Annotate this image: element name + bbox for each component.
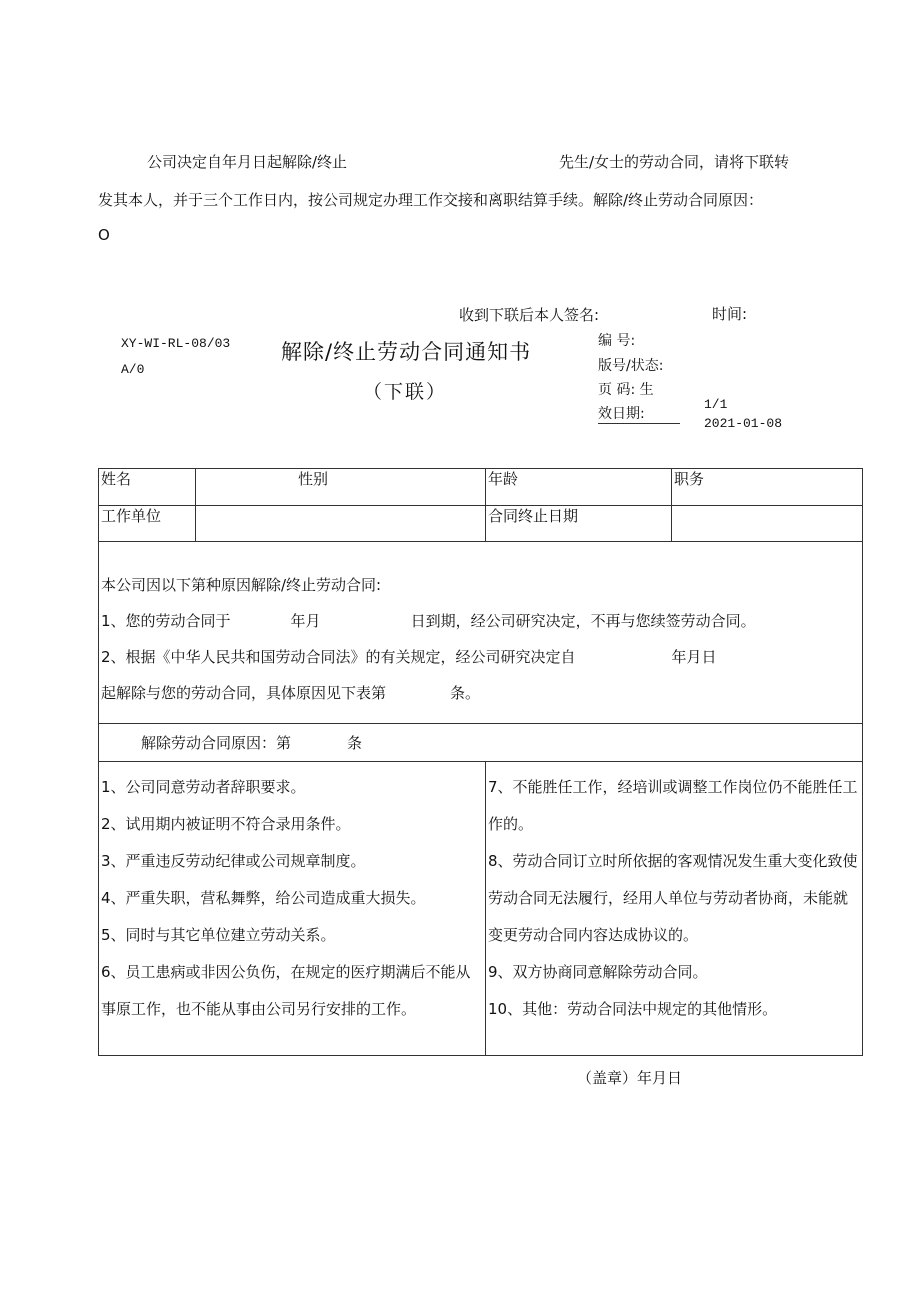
reason-1 — [101, 611, 860, 647]
upper-line3: O — [98, 226, 110, 244]
gender-label: 性别 — [298, 470, 329, 488]
reason-1-b: 年月 — [290, 612, 321, 630]
stamp-date: （盖章）年月日 — [577, 1069, 683, 1087]
list-item: 1、公司同意劳动者辞职要求。 — [101, 778, 306, 796]
list-item: 8、劳动合同订立时所依据的客观情况发生重大变化致使劳动合同无法履行，经用人单位与劳动者协商，未能就变更劳动合同内容达成协议的。 — [488, 852, 858, 944]
time-label: 时间: — [712, 305, 748, 323]
reason-1-c: 日到期，经公司研究决定，不再与您续签劳动合同。 — [410, 612, 756, 630]
reason-2-c: 起解除与您的劳动合同，具体原因见下表第 — [101, 684, 387, 702]
table-row — [99, 724, 863, 762]
notice-form-table — [98, 468, 863, 1056]
list-item: 6、员工患病或非因公负伤，在规定的医疗期满后不能从事原工作，也不能从事由公司另行安排的工作。 — [101, 963, 471, 1018]
reason-intro: 本公司因以下第种原因解除/终止劳动合同: — [101, 576, 382, 594]
table-row — [99, 542, 863, 724]
name-label: 姓名 — [99, 469, 196, 506]
doc-code-2: A/0 — [121, 362, 145, 377]
page-title: 解除/终止劳动合同通知书 — [281, 340, 532, 364]
reason-2-cont — [101, 683, 860, 719]
meta-page-label: 页 码: 生 — [598, 382, 654, 398]
left-cause-list — [99, 762, 486, 1056]
list-item: 3、严重违反劳动纪律或公司规章制度。 — [101, 852, 366, 870]
meta-number-label: 编 号: — [598, 333, 636, 349]
sign-label: 收到下联后本人签名: — [459, 306, 600, 324]
position-label: 职务 — [672, 469, 863, 506]
reason-1-a: 1、您的劳动合同于 — [101, 612, 231, 630]
upper-line2: 发其本人，并于三个工作日内，按公司规定办理工作交接和离职结算手续。解除/终止劳动合同原因： — [98, 191, 764, 209]
end-date-label: 合同终止日期 — [486, 506, 672, 542]
reason-2-a: 2、根据《中华人民共和国劳动合同法》的有关规定，经公司研究决定自 — [101, 648, 576, 666]
table-row — [99, 469, 863, 506]
list-item: 5、同时与其它单位建立劳动关系。 — [101, 926, 336, 944]
list-item: 10、其他：劳动合同法中规定的其他情形。 — [488, 1000, 778, 1018]
gender-cell[interactable] — [196, 469, 486, 506]
cause-suffix: 条 — [347, 733, 363, 752]
cause-row — [99, 724, 863, 762]
unit-label: 工作单位 — [99, 506, 196, 542]
table-row — [99, 506, 863, 542]
unit-value[interactable] — [196, 506, 486, 542]
right-cause-list — [486, 762, 863, 1056]
age-label: 年龄 — [486, 469, 672, 506]
list-item: 7、不能胜任工作，经培训或调整工作岗位仍不能胜任工作的。 — [488, 778, 858, 833]
reason-2-b: 年月日 — [671, 648, 717, 666]
meta-version-label: 版号/状态: — [598, 358, 664, 374]
cause-label: 解除劳动合同原因：第 — [141, 733, 292, 752]
table-row — [99, 762, 863, 1056]
meta-effective-label: 效日期: — [598, 403, 680, 424]
upper-line1-a: 公司决定自年月日起解除/终止 — [147, 153, 348, 171]
page-subtitle: （下联） — [363, 381, 448, 403]
doc-code-1: XY-WI-RL-08/03 — [121, 336, 231, 351]
list-item: 4、严重失职，营私舞弊，给公司造成重大损失。 — [101, 889, 426, 907]
reason-2-d: 条。 — [450, 684, 481, 702]
list-item: 9、双方协商同意解除劳动合同。 — [488, 963, 708, 981]
list-item: 2、试用期内被证明不符合录用条件。 — [101, 815, 351, 833]
end-date-value[interactable] — [672, 506, 863, 542]
meta-page-value: 1/1 — [704, 397, 728, 412]
meta-date-value: 2021-01-08 — [704, 416, 783, 431]
reason-2 — [101, 647, 860, 683]
reasons-section — [99, 542, 863, 724]
upper-line1-b: 先生/女士的劳动合同，请将下联转 — [559, 153, 790, 171]
